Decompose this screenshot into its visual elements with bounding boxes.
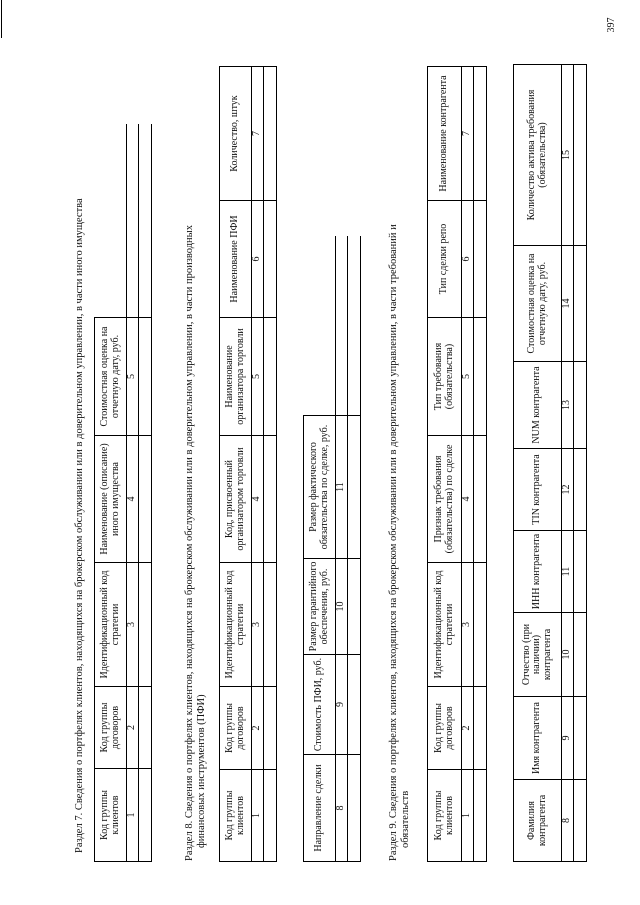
s8-header-quantity: Количество, штук (220, 67, 252, 201)
s9-header-counterparty-first-name: Имя контрагента (514, 697, 562, 780)
section7-table (94, 125, 152, 863)
s9-col-number: 7 (462, 67, 474, 201)
s9-data-cell (574, 246, 587, 362)
s7-data-cell (139, 687, 152, 769)
s9-col-number: 2 (462, 687, 474, 770)
s9-header-counterparty-tin: TIN контрагента (514, 449, 562, 531)
s7-header-strategy-code: Идентификационный код стратегии (95, 563, 127, 687)
s8-data-cell (264, 67, 277, 201)
s8-header-strategy-code: Идентификационный код стратегии (220, 563, 252, 687)
s8-col-number: 1 (252, 770, 264, 862)
s9-col-number: 14 (562, 246, 574, 362)
s9-col-number: 5 (462, 318, 474, 436)
s8-col-number: 4 (252, 436, 264, 563)
s7-col-number: 2 (127, 687, 139, 769)
s7-data-cell (139, 563, 152, 687)
s8-col-number: 11 (336, 416, 348, 559)
s8-col-number: 3 (252, 563, 264, 687)
s9-data-cell (574, 531, 587, 613)
s9-col-number: 15 (562, 65, 574, 246)
section8-table1 (219, 66, 277, 862)
s9-header-claim-attribute: Признак требования (обязательства) по сделке (428, 436, 462, 563)
s9-header-counterparty-inn: ИНН контрагента (514, 531, 562, 613)
s8-col-number: 9 (336, 655, 348, 755)
s7-header-contract-group: Код группы договоров (95, 687, 127, 769)
s9-header-counterparty-num: NUM контрагента (514, 362, 562, 449)
s7-col-number: 4 (127, 436, 139, 563)
s8-col-number: 7 (252, 67, 264, 201)
s9-data-cell (574, 613, 587, 697)
s8-data-cell (264, 201, 277, 318)
s7-empty-cell (139, 125, 152, 318)
s9-col-number: 11 (562, 531, 574, 613)
s9-data-cell (574, 362, 587, 449)
s7-header-property-name: Наименование (описание) иного имущества (95, 436, 127, 563)
s8-data-cell (264, 563, 277, 687)
s8-data-cell (264, 436, 277, 563)
s9-data-cell (474, 436, 487, 563)
section9-title-line1: Раздел 9. Сведения о портфелях клиентов, находящихся на брокерском обслуживании или в доверительном управлении, в части требований и (388, 224, 399, 861)
s8-col-number: 10 (336, 559, 348, 655)
s9-col-number: 8 (562, 780, 574, 862)
s9-header-counterparty-patronymic: Отчество (при наличии) контрагента (514, 613, 562, 697)
s9-header-strategy-code: Идентификационный код стратегии (428, 563, 462, 687)
s9-header-counterparty-surname: Фамилия контрагента (514, 780, 562, 862)
s8-empty-cell (348, 237, 361, 416)
s8-header-client-group: Код группы клиентов (220, 770, 252, 862)
section8-title-line2: финансовых инструментов (ПФИ) (196, 694, 207, 848)
s8-col-number: 2 (252, 687, 264, 770)
s8-header-contract-group: Код группы договоров (220, 687, 252, 770)
section9-table1 (427, 66, 487, 862)
s9-col-number: 4 (462, 436, 474, 563)
s9-data-cell (474, 318, 487, 436)
s9-col-number: 3 (462, 563, 474, 687)
s9-header-valuation: Стоимостная оценка на отчетную дату, руб. (514, 246, 562, 362)
page-number: 397 (606, 17, 617, 33)
s7-col-number: 5 (127, 318, 139, 436)
s8-header-guarantee-size: Размер гарантийного обеспечения, руб. (304, 559, 336, 655)
s9-header-client-group: Код группы клиентов (428, 770, 462, 862)
s9-data-cell (474, 770, 487, 862)
s9-data-cell (474, 201, 487, 318)
s9-data-cell (474, 563, 487, 687)
s8-data-cell (348, 755, 361, 862)
s8-data-cell (348, 655, 361, 755)
section9-title-line2: обязательств (400, 790, 411, 848)
s8-data-cell (348, 416, 361, 559)
section9-table2 (513, 64, 587, 862)
s9-header-counterparty-name: Наименование контрагента (428, 67, 462, 201)
s8-empty-cell (304, 237, 336, 416)
s8-data-cell (264, 318, 277, 436)
section7-title: Раздел 7. Сведения о портфелях клиентов, находящихся на брокерском обслуживании или в доверительном управлении, в части иного имущества (74, 198, 85, 853)
s9-header-claim-type: Тип требования (обязательства) (428, 318, 462, 436)
s9-header-asset-quantity: Количество актива требования (обязательства) (514, 65, 562, 246)
s7-data-cell (139, 318, 152, 436)
s8-header-deal-direction: Направление сделки (304, 755, 336, 862)
s9-col-number: 6 (462, 201, 474, 318)
s8-empty-cell (336, 237, 348, 416)
s9-data-cell (474, 687, 487, 770)
s9-header-repo-type: Тип сделки репо (428, 201, 462, 318)
s7-data-cell (139, 436, 152, 563)
s8-col-number: 5 (252, 318, 264, 436)
section8-table2 (303, 237, 361, 863)
s9-data-cell (574, 449, 587, 531)
s7-header-valuation: Стоимостная оценка на отчетную дату, руб. (95, 318, 127, 436)
s8-data-cell (264, 770, 277, 862)
s9-col-number: 13 (562, 362, 574, 449)
s8-data-cell (348, 559, 361, 655)
s9-data-cell (574, 65, 587, 246)
s9-header-contract-group: Код группы договоров (428, 687, 462, 770)
s8-header-pfi-value: Стоимость ПФИ, руб. (304, 655, 336, 755)
section8-title-line1: Раздел 8. Сведения о портфелях клиентов, находящихся на брокерском обслуживании или в доверительном управлении, в части производных (184, 225, 195, 861)
s8-col-number: 6 (252, 201, 264, 318)
s7-empty-cell (127, 125, 139, 318)
s9-col-number: 10 (562, 613, 574, 697)
s9-data-cell (574, 780, 587, 862)
s7-col-number: 1 (127, 769, 139, 862)
s8-col-number: 8 (336, 755, 348, 862)
s9-col-number: 12 (562, 449, 574, 531)
s9-col-number: 1 (462, 770, 474, 862)
s9-col-number: 9 (562, 697, 574, 780)
s9-data-cell (574, 697, 587, 780)
s7-col-number: 3 (127, 563, 139, 687)
s8-header-obligation-size: Размер фактического обязательства по сделке, руб. (304, 416, 336, 559)
s8-header-organizer-name: Наименование организатора торговли (220, 318, 252, 436)
s8-data-cell (264, 687, 277, 770)
s9-data-cell (474, 67, 487, 201)
s7-empty-cell (95, 125, 127, 318)
s8-header-organizer-code: Код, присвоенный организатором торговли (220, 436, 252, 563)
s7-data-cell (139, 769, 152, 862)
s7-header-client-group: Код группы клиентов (95, 769, 127, 862)
s8-header-pfi-name: Наименование ПФИ (220, 201, 252, 318)
